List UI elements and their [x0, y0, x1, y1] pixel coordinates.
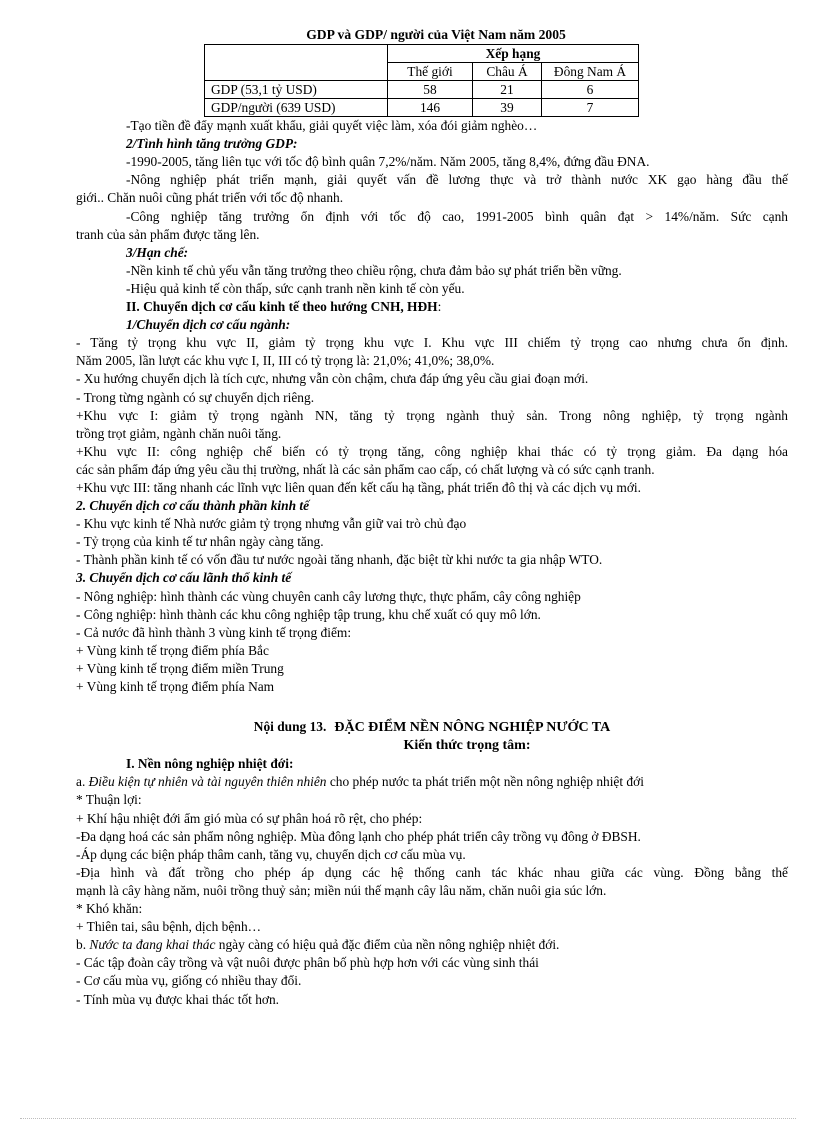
body-line: - Nông nghiệp: hình thành các vùng chuyên canh cây lương thực, thực phẩm, cây công nghiệp: [76, 588, 581, 604]
body-line: các sản phẩm đáp ứng yêu cầu thị trường, nhất là các sản phẩm cao cấp, có chất lượng và có sức cạnh tranh.: [76, 461, 655, 477]
list-item: + Vùng kinh tế trọng điểm phía Bắc: [76, 642, 269, 658]
table-row-label: GDP/người (639 USD): [205, 99, 388, 117]
body-text: cho phép nước ta phát triển một nền nông nghiệp nhiệt đới: [326, 774, 644, 790]
subheading: 2/Tình hình tăng trưởng GDP:: [126, 136, 298, 152]
table-row: [205, 99, 639, 117]
table-group-header: Xếp hạng: [388, 45, 639, 63]
body-line: mạnh là cây hàng năm, nuôi trồng thuỷ sản; miền núi thế mạnh cây lâu năm, chăn nuôi gia súc lớn.: [76, 882, 607, 898]
body-line: -Hiệu quả kinh tế còn thấp, sức cạnh tranh nền kinh tế còn yếu.: [126, 280, 465, 296]
body-line: -Công nghiệp tăng trưởng ổn định với tốc độ cao, 1991-2005 bình quân đạt > 14%/năm. Sức cạnh: [126, 208, 788, 224]
table-header-row: [205, 45, 639, 63]
body-line: - Cả nước đã hình thành 3 vùng kinh tế trọng điểm:: [76, 624, 352, 640]
body-line: trồng trọt giảm, ngành chăn nuôi tăng.: [76, 425, 282, 441]
table-cell: 39: [473, 99, 542, 117]
body-line: -Nông nghiệp phát triển mạnh, giải quyết vấn đề lương thực và trở thành nước XK gạo hàng đầu thế: [126, 172, 788, 188]
table-column-header: Châu Á: [473, 63, 542, 81]
section-title-text: ĐẶC ĐIỂM NỀN NÔNG NGHIỆP NƯỚC TA: [334, 720, 611, 736]
table-column-header: Thế giới: [388, 63, 473, 81]
section-heading: [76, 298, 788, 316]
italic-phrase: Điều kiện tự nhiên và tài nguyên thiên nhiên: [88, 774, 327, 790]
subheading: 3. Chuyển dịch cơ cấu lãnh thổ kinh tế: [76, 570, 292, 586]
subheading: 3/Hạn chế:: [126, 244, 189, 260]
table-row: [205, 81, 639, 99]
body-line: Năm 2005, lần lượt các khu vực I, II, III có tỷ trọng là: 21,0%; 41,0%; 38,0%.: [76, 353, 495, 369]
body-line: [76, 773, 788, 791]
body-line: +Khu vực II: công nghiệp chế biến có tỷ trọng tăng, công nghiệp khai thác có tỷ trọng giảm. Đa dạng hóa: [76, 443, 788, 459]
body-text: ngày càng có hiệu quả đặc điểm của nền nông nghiệp nhiệt đới.: [215, 937, 560, 953]
table-title: GDP và GDP/ người của Việt Nam năm 2005: [306, 27, 566, 42]
body-line: + Thiên tai, sâu bệnh, dịch bệnh…: [76, 919, 262, 935]
body-line: -Áp dụng các biện pháp thâm canh, tăng vụ, chuyển dịch cơ cấu mùa vụ.: [76, 846, 466, 862]
table-cell: 21: [473, 81, 542, 99]
table-cell: 146: [388, 99, 473, 117]
body-line: - Tăng tỷ trọng khu vực II, giảm tỷ trọng khu vực I. Khu vực III chiếm tỷ trọng cao nhưng chưa ổn định.: [76, 335, 788, 351]
body-line: - Trong từng ngành có sự chuyển dịch riêng.: [76, 389, 315, 405]
section-heading-colon: :: [437, 299, 442, 315]
body-line: -Nền kinh tế chủ yếu vẫn tăng trưởng theo chiều rộng, chưa đảm bảo sự phát triển bền vững.: [126, 262, 622, 278]
body-line: [76, 936, 788, 954]
table-row-label: GDP (53,1 tỷ USD): [205, 81, 388, 99]
body-line: - Cơ cấu mùa vụ, giống có nhiều thay đổi.: [76, 973, 302, 989]
table-cell: 7: [542, 99, 639, 117]
body-line: - Xu hướng chuyển dịch là tích cực, nhưng vẫn còn chậm, chưa đáp ứng yêu cầu giai đoạn mới.: [76, 371, 589, 387]
body-line: +Khu vực I: giảm tỷ trọng ngành NN, tăng tỷ trọng ngành thuỷ sản. Trong nông nghiệp, tỷ trọng ngành: [76, 407, 788, 423]
body-line: giới.. Chăn nuôi cũng phát triển với tốc độ nhanh.: [76, 190, 344, 206]
table-cell: 6: [542, 81, 639, 99]
list-item: + Vùng kinh tế trọng điểm phía Nam: [76, 679, 275, 694]
list-item: + Vùng kinh tế trọng điểm miền Trung: [76, 660, 284, 676]
body-line: -1990-2005, tăng liên tục với tốc độ bình quân 7,2%/năm. Năm 2005, tăng 8,4%, đứng đầu ĐNA.: [126, 154, 650, 170]
subheading: 2. Chuyển dịch cơ cấu thành phần kinh tế: [76, 498, 310, 514]
body-line: - Thành phần kinh tế có vốn đầu tư nước ngoài tăng nhanh, đặc biệt từ khi nước ta gia nhập WTO.: [76, 552, 603, 568]
item-prefix: b.: [76, 937, 90, 953]
section-subtitle: Kiến thức trọng tâm:: [403, 738, 531, 754]
gdp-ranking-table: [204, 44, 639, 117]
table-corner-cell: [205, 45, 388, 81]
body-line: - Tính mùa vụ được khai thác tốt hơn.: [76, 991, 280, 1007]
body-line: - Tỷ trọng của kinh tế tư nhân ngày càng tăng.: [76, 534, 324, 550]
section-label: Nội dung 13.: [253, 719, 327, 735]
table-column-header: Đông Nam Á: [542, 63, 639, 81]
section-heading-text: II. Chuyển dịch cơ cấu kinh tế theo hướng CNH, HĐH: [126, 299, 438, 315]
document-page: [76, 26, 788, 1009]
body-line: * Khó khăn:: [76, 901, 143, 917]
body-line: + Khí hậu nhiệt đới ẩm gió mùa có sự phân hoá rõ rệt, cho phép:: [76, 810, 423, 826]
item-prefix: a.: [76, 774, 89, 790]
section-title: [76, 718, 788, 737]
body-line: +Khu vực III: tăng nhanh các lĩnh vực liên quan đến kết cấu hạ tầng, phát triển đô thị và các dịch vụ mới.: [76, 479, 641, 495]
italic-phrase: Nước ta đang khai thác: [89, 937, 216, 953]
subheading: I. Nền nông nghiệp nhiệt đới:: [126, 756, 294, 772]
body-line: -Địa hình và đất trồng cho phép áp dụng các hệ thống canh tác khác nhau giữa các vùng. Đồng bằng thế: [76, 864, 788, 880]
body-line: - Khu vực kinh tế Nhà nước giảm tỷ trọng nhưng vẫn giữ vai trò chủ đạo: [76, 516, 467, 532]
page-bottom-divider: [20, 1118, 796, 1119]
body-line: - Các tập đoàn cây trồng và vật nuôi được phân bố phù hợp hơn với các vùng sinh thái: [76, 955, 539, 971]
body-line: -Tạo tiền đề đẩy mạnh xuất khẩu, giải quyết việc làm, xóa đói giảm nghèo…: [126, 118, 538, 134]
body-line: - Công nghiệp: hình thành các khu công nghiệp tập trung, khu chế xuất có quy mô lớn.: [76, 606, 541, 622]
subheading: 1/Chuyển dịch cơ cấu ngành:: [126, 317, 291, 333]
body-line: * Thuận lợi:: [76, 792, 142, 808]
table-cell: 58: [388, 81, 473, 99]
body-line: -Đa dạng hoá các sản phẩm nông nghiệp. Mùa đông lạnh cho phép phát triển cây trồng vụ đông ở ĐBSH.: [76, 828, 641, 844]
body-line: tranh của sản phẩm được tăng lên.: [76, 226, 260, 242]
